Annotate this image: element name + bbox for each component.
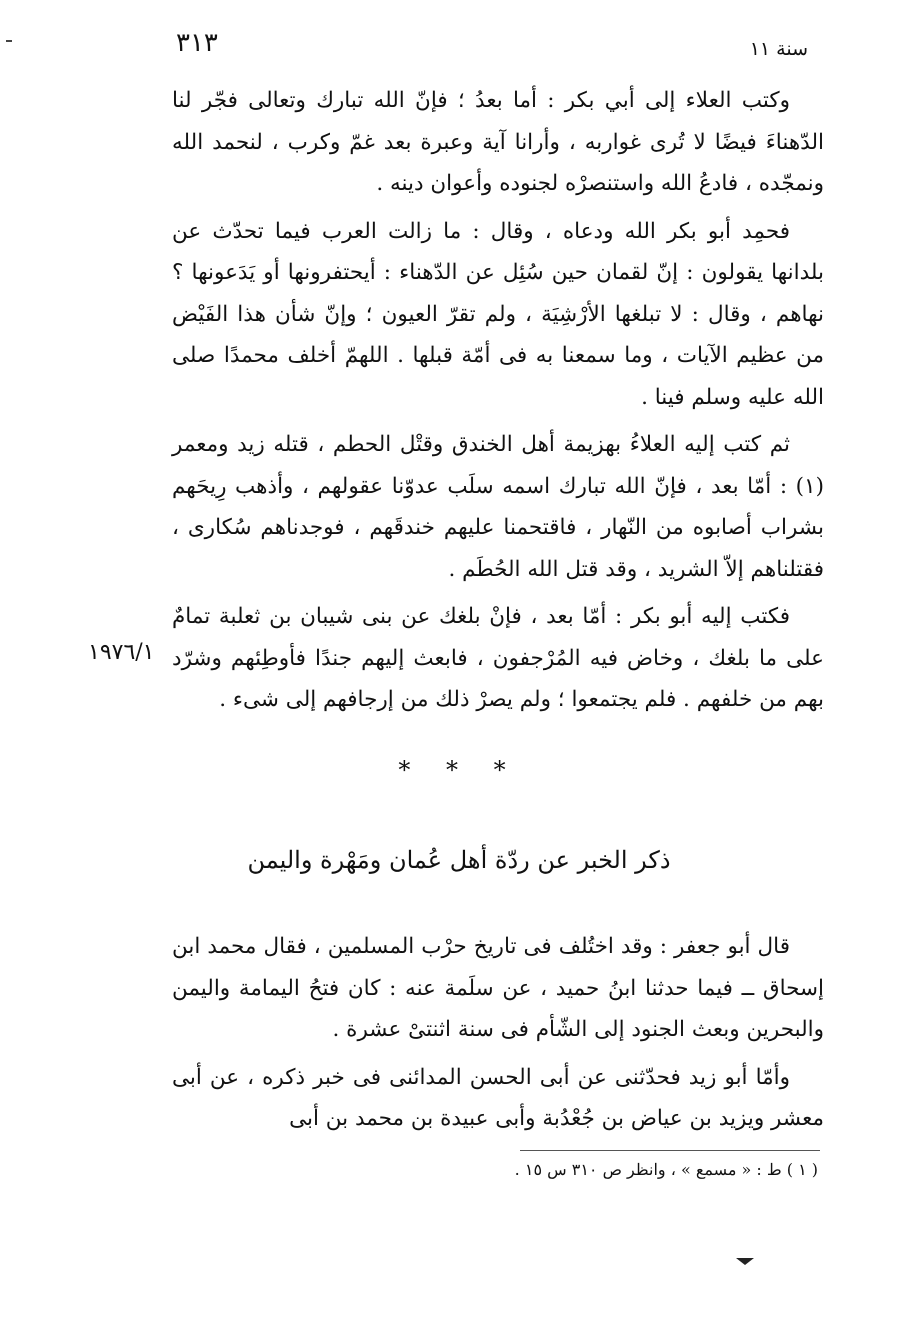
top-text-block (172, 80, 824, 721)
footnote-divider (520, 1150, 820, 1151)
running-header-year: سنة ١١ (749, 38, 808, 60)
signature-mark-icon (736, 1258, 754, 1265)
bottom-text-block (172, 926, 824, 1140)
section-separator: * * * (398, 756, 520, 784)
paragraph: قال أبو جعفر : وقد اختُلف فى تاريخ حرْب المسلمين ، فقال محمد ابن إسحاق ــ فيما حدثنا ابنُ حميد ، عن سلَمة عنه : كان فتحُ اليمامة واليمن والبحرين وبعث الجنود إلى الشّأم فى سنة اثنتىْ عشرة . (172, 934, 824, 1042)
margin-page-reference: ١٩٧٦/١ (88, 640, 155, 665)
paragraph: وكتب العلاء إلى أبي بكر : أما بعدُ ؛ فإنّ الله تبارك وتعالى فجّر لنا الدّهناءَ فيضًا لا تُرى غواربه ، وأرانا آية وعبرة بعد غمّ وكرب ، لنحمد الله ونمجّده ، فادعُ الله واستنصرْه لجنوده وأعوان دينه . (172, 88, 824, 196)
paragraph: ثم كتب إليه العلاءُ بهزيمة أهل الخندق وقتْل الحطم ، قتله زيد ومعمر (١) : أمّا بعد ، فإنّ الله تبارك اسمه سلَب عدوّنا عقولهم ، وأذهب رِيحَهم بشراب أصابوه من النّهار ، فاقتحمنا عليهم خندقَهم ، فوجدناهم سُكارى ، فقتلناهم إلاّ الشريد ، وقد قتل الله الحُطَم . (172, 432, 824, 582)
paragraph: فحمِد أبو بكر الله ودعاه ، وقال : ما زالت العرب فيما تحدّث عن بلدانها يقولون : إنّ لقمان حين سُئِل عن الدّهناء : أيحتفرونها أو يَدَعونها ؟ نهاهم ، وقال : لا تبلغها الأرْشِيَة ، ولم تقرّ العيون ؛ وإنّ شأن هذا الفَيْض من عظيم الآيات ، وما سمعنا به فى أمّة قبلها . اللهمّ أخلف محمدًا صلى الله عليه وسلم فينا . (172, 218, 824, 410)
page-number: ٣١٣ (176, 28, 218, 58)
scan-edge-mark (6, 40, 12, 42)
paragraph: فكتب إليه أبو بكر : أمّا بعد ، فإنْ بلغك عن بنى شيبان بن ثعلبة تمامٌ على ما بلغك ، وخاض فيه المُرْجفون ، فابعث إليهم جندًا فأوطِئهم وشرّد بهم من خلفهم . فلم يجتمعوا ؛ ولم يصرْ ذلك من إرجافهم إلى شىء . (172, 604, 824, 712)
paragraph: وأمّا أبو زيد فحدّثنى عن أبى الحسن المدائنى فى خبر ذكره ، عن أبى معشر ويزيد بن عياض بن جُعْدُبة وأبى عبيدة بن محمد بن أبى (172, 1064, 824, 1131)
section-heading: ذكر الخبر عن ردّة أهل عُمان ومَهْرة واليمن (247, 846, 671, 874)
footnote: ( ١ ) ط : « مسمع » ، وانظر ص ٣١٠ س ١٥ . (514, 1160, 818, 1179)
